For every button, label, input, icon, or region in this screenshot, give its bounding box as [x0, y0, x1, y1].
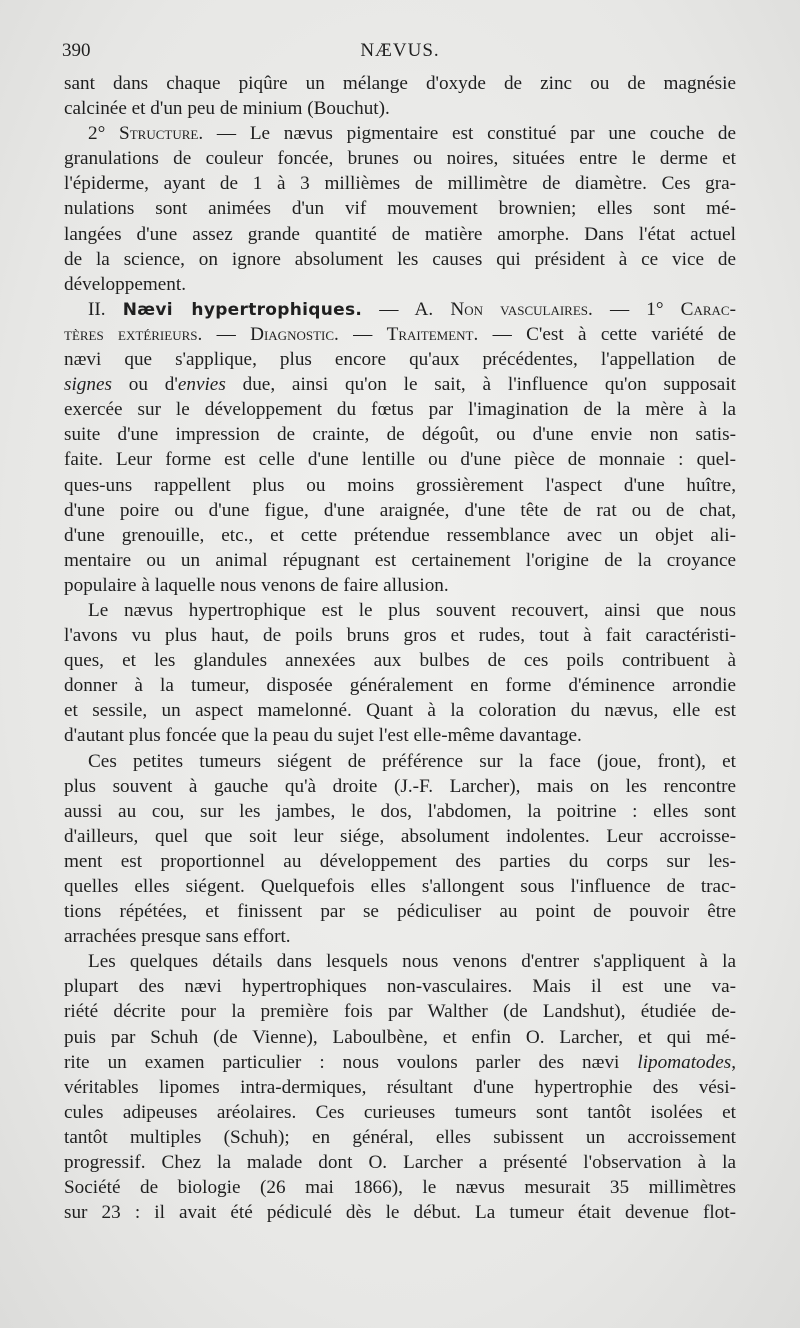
text-line: Société de biologie (26 mai 1866), le nævus mesurait 35 millimètres	[64, 1177, 736, 1199]
text-line: nulations sont animées d'un vif mouvement brownien; elles sont mé-	[64, 198, 736, 220]
text-line: ment est proportionnel au développement des parties du corps sur les-	[64, 850, 736, 872]
text-line: mentaire ou un animal répugnant est certainement l'origine de la croyance	[64, 549, 736, 571]
text-line: arrachées presque sans effort.	[64, 926, 291, 948]
text-line: et sessile, un aspect mamelonné. Quant à la coloration du nævus, elle est	[64, 700, 736, 722]
text-line: véritables lipomes intra-dermiques, résultant d'une hypertrophie des vési-	[64, 1076, 736, 1098]
text-line: rite un examen particulier : nous voulons parler des nævi lipomatodes,	[64, 1051, 736, 1073]
text-line: Les quelques détails dans lesquels nous venons d'entrer s'appliquent à la	[88, 951, 736, 973]
text-line: l'épiderme, ayant de 1 à 3 millièmes de millimètre de diamètre. Ces gra-	[64, 173, 736, 195]
text-line: tères extérieurs. — Diagnostic. — Traitement. — C'est à cette variété de	[64, 323, 736, 345]
text-line: granulations de couleur foncée, brunes ou noires, situées entre le derme et	[64, 148, 736, 170]
page-number: 390	[62, 40, 91, 61]
text-line: tantôt multiples (Schuh); en général, elles subissent un accroissement	[64, 1126, 736, 1148]
text-line: d'ailleurs, quel que soit leur siége, absolument indolentes. Leur accroisse-	[64, 825, 736, 847]
section-heading: Structure.	[119, 123, 204, 145]
text-line: donner à la tumeur, disposée généralement en forme d'éminence arrondie	[64, 675, 736, 697]
text-line: calcinée et d'un peu de minium (Bouchut).	[64, 98, 390, 120]
running-title: NÆVUS.	[360, 40, 440, 61]
text-line: d'une grenouille, etc., et cette prétendue ressemblance avec un objet ali-	[64, 524, 736, 546]
text-line: de la science, on ignore absolument les causes qui président à ce vice de	[64, 248, 736, 270]
text-line: sur 23 : il avait été pédiculé dès le début. La tumeur était devenue flot-	[64, 1202, 736, 1224]
text-line: tions répétées, et finissent par se pédiculiser au point de pouvoir être	[64, 901, 736, 923]
text-line: puis par Schuh (de Vienne), Laboulbène, et enfin O. Larcher, et qui mé-	[64, 1026, 736, 1048]
text-line: cules adipeuses aréolaires. Ces curieuses tumeurs sont tantôt isolées et	[64, 1101, 736, 1123]
text-line: Ces petites tumeurs siégent de préférence sur la face (joue, front), et	[88, 750, 736, 772]
text-line: développement.	[64, 273, 187, 295]
text-line: d'une poire ou d'une figue, d'une araignée, d'une tête de rat ou de chat,	[64, 499, 736, 521]
text-line: faite. Leur forme est celle d'une lentille ou d'une pièce de monnaie : quel-	[64, 449, 736, 471]
text-body	[64, 71, 736, 1225]
section-heading: Nævi hypertrophiques.	[122, 299, 363, 320]
text-line: ques, et les glandules annexées aux bulbes de ces poils contribuent à	[64, 650, 736, 672]
text-line: l'avons vu plus haut, de poils bruns gros et rudes, tout à fait caractéristi-	[64, 625, 736, 647]
text-line: populaire à laquelle nous venons de faire allusion.	[64, 574, 449, 596]
text-line: ques-uns rappellent plus ou moins grossièrement l'aspect d'une huître,	[64, 474, 736, 496]
page-header	[62, 40, 738, 70]
text-line: plupart des nævi hypertrophiques non-vasculaires. Mais il est une va-	[64, 976, 736, 998]
text-line: suite d'une impression de crainte, de dégoût, ou d'une envie non satis-	[64, 424, 736, 446]
text-line: Le nævus hypertrophique est le plus souvent recouvert, ainsi que nous	[88, 599, 736, 621]
text-line: II. Nævi hypertrophiques. — A. Non vasculaires. — 1° Carac-	[88, 298, 736, 320]
text-line: sant dans chaque piqûre un mélange d'oxyde de zinc ou de magnésie	[64, 73, 736, 94]
text-line: signes ou d'envies due, ainsi qu'on le sait, à l'influence qu'on supposait	[64, 374, 736, 396]
text-line: aussi au cou, sur les jambes, le dos, l'abdomen, la poitrine : elles sont	[64, 800, 736, 822]
text-line: plus souvent à gauche qu'à droite (J.-F. Larcher), mais on les rencontre	[64, 775, 736, 797]
text-line: nævi que s'applique, plus encore qu'aux précédentes, l'appellation de	[64, 349, 736, 371]
text-line: 2° Structure. — Le nævus pigmentaire est constitué par une couche de	[88, 123, 736, 145]
text-line: exercée sur le développement du fœtus par l'imagination de la mère à la	[64, 399, 736, 421]
text-line: progressif. Chez la malade dont O. Larcher a présenté l'observation à la	[64, 1152, 736, 1174]
text-line: d'autant plus foncée que la peau du sujet l'est elle-même davantage.	[64, 725, 582, 747]
text-line: langées d'une assez grande quantité de matière amorphe. Dans l'état actuel	[64, 223, 736, 245]
text-line: quelles elles siégent. Quelquefois elles s'allongent sous l'influence de trac-	[64, 876, 736, 897]
text-line: riété décrite pour la première fois par Walther (de Landshut), étudiée de-	[64, 1001, 736, 1023]
